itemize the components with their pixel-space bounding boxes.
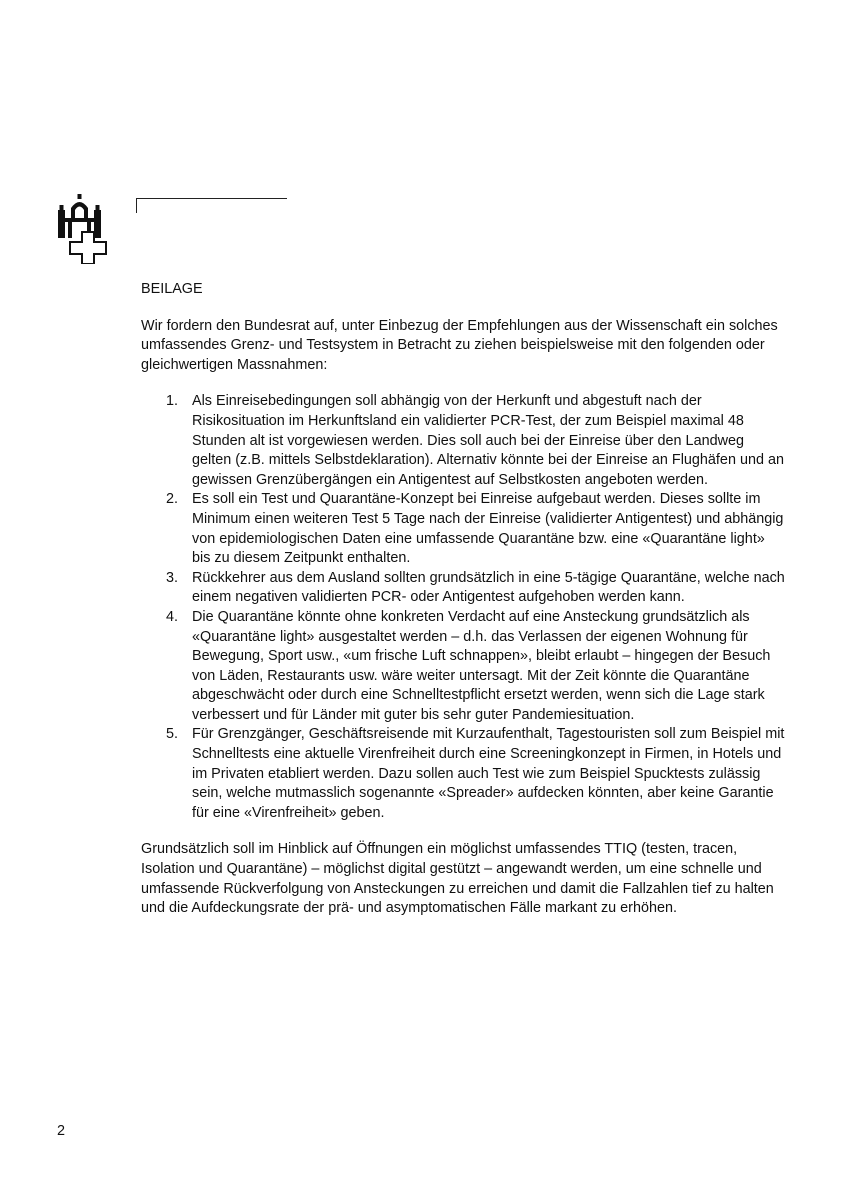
list-item-text: Es soll ein Test und Quarantäne-Konzept bei Einreise aufgebaut werden. Dieses sollte im Minimum einen weiteren Test 5 Tage nach der Einreise (validierter Antigentest) und abhängig von epidemiologischen Daten eine umfassende Quarantäne bzw. eine «Quarantäne light» bis zu diesem Zeitpunkt enthalten. bbox=[192, 491, 784, 567]
list-item-text: Rückkehrer aus dem Ausland sollten grundsätzlich in eine 5-tägige Quarantäne, welche nach einem negativen validierten PCR- oder Antigentest aufgehoben werden kann. bbox=[192, 569, 785, 606]
list-item-text: Als Einreisebedingungen soll abhängig von der Herkunft und abgestuft nach der Risikosituation im Herkunftsland ein validierter PCR-Test, der zum Beispiel maximal 48 Stunden alt ist vorgewiesen werden. Dies soll auch bei der Einreise über den Landweg gelten (z.B. mittels Selbstdeklaration). Alternativ könnte bei der Einreise an Flughäfen und an gewissen Grenzübergängen ein Antigentest auf Selbstkosten angeboten werden. bbox=[192, 393, 784, 488]
list-item-number: 3. bbox=[166, 569, 179, 586]
list-item bbox=[141, 608, 786, 726]
list-item-number: 5. bbox=[166, 726, 179, 743]
list-item bbox=[141, 392, 786, 490]
header-rule bbox=[136, 198, 287, 213]
list-item bbox=[141, 569, 786, 608]
page-number: 2 bbox=[57, 1123, 66, 1139]
measures-list bbox=[141, 392, 786, 823]
intro-paragraph: Wir fordern den Bundesrat auf, unter Einbezug der Empfehlungen aus der Wissenschaft ein solches umfassendes Grenz- und Testsystem in Betracht zu ziehen beispielsweise mit den folgenden oder gleichwertigen Massnahmen: bbox=[141, 317, 778, 373]
list-item bbox=[141, 490, 786, 568]
document-body bbox=[141, 280, 786, 919]
list-item-number: 1. bbox=[166, 393, 179, 410]
list-item-number: 4. bbox=[166, 608, 179, 625]
list-item bbox=[141, 725, 786, 823]
canton-crest-icon bbox=[56, 192, 112, 264]
list-item-number: 2. bbox=[166, 491, 179, 508]
list-item-text: Die Quarantäne könnte ohne konkreten Verdacht auf eine Ansteckung grundsätzlich als «Quarantäne light» ausgestaltet werden – d.h. das Verlassen der eigenen Wohnung für Bewegung, Sport usw., «um frische Luft schnappen», bleibt erlaubt – hingegen der Besuch von Läden, Restaurants usw. wäre weiter untersagt. Mit der Zeit könnte die Quarantäne abgeschwächt oder durch eine Schnelltestpflicht ersetzt werden, wenn sich die Lage stark verbessert und für Länder mit guter bis sehr guter Pandemiesituation. bbox=[192, 608, 771, 723]
closing-paragraph: Grundsätzlich soll im Hinblick auf Öffnungen ein möglichst umfassendes TTIQ (testen, tracen, Isolation und Quarantäne) – möglichst digital gestützt – angewandt werden, um eine schnelle und umfassende Rückverfolgung von Ansteckungen zu erreichen und damit die Fallzahlen tief zu halten und die Aufdeckungsrate der prä- und asymptomatischen Fälle markant zu erhöhen. bbox=[141, 841, 774, 917]
document-heading: BEILAGE bbox=[141, 281, 203, 297]
list-item-text: Für Grenzgänger, Geschäftsreisende mit Kurzaufenthalt, Tagestouristen soll zum Beispiel mit Schnelltests eine aktuelle Virenfreiheit durch eine Screeningkonzept in Firmen, in Hotels und im Privaten etabliert werden. Dazu sollen auch Test wie zum Beispiel Spucktests zulässig sein, welche mutmasslich sogenannte «Spreader» aufdecken könnten, aber keine Garantie für eine «Virenfreiheit» geben. bbox=[192, 726, 785, 821]
